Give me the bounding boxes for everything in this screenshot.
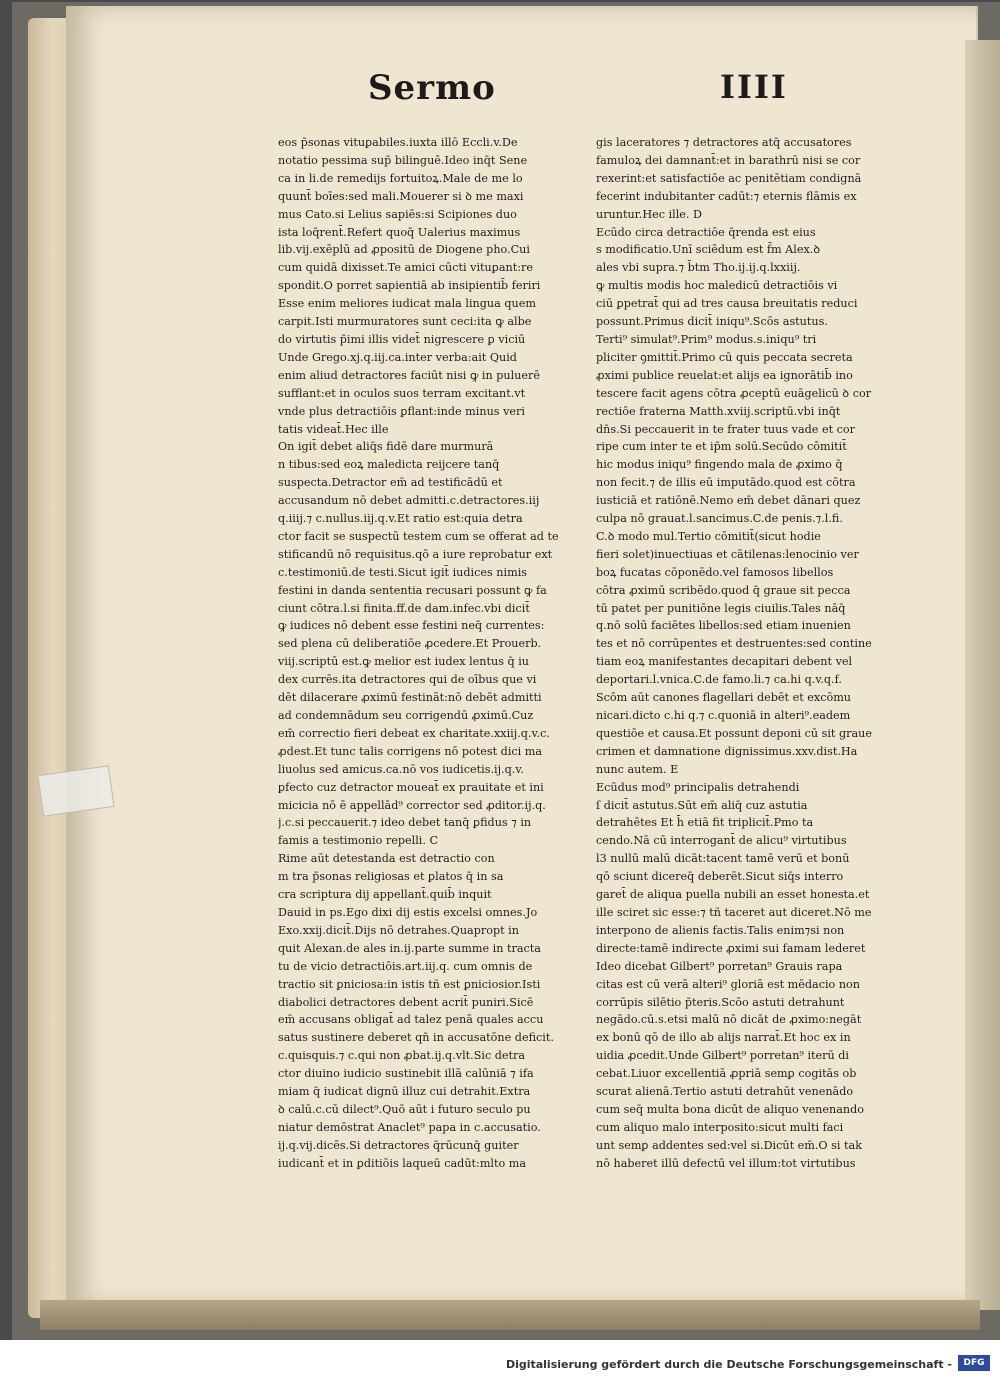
text-line: tatis videat̄.Hec ille	[278, 422, 389, 436]
text-line: tu de vicio detractiōis.art.iij.q. cum omnis de	[278, 959, 533, 973]
text-line: q.iiij.⁊ c.nullus.iij.q.v.Et ratio est:quia detra	[278, 512, 523, 526]
text-line: carpit.Isti murmuratores sunt ceci:ita ꝙ albe	[278, 315, 532, 329]
text-line: em̄ correctio fieri debeat ex charitate.xxiij.q.v.c.	[278, 726, 550, 740]
text-line: Ecūdus mod⁹ principalis detrahendi	[596, 780, 800, 794]
text-line: accusandum nō debet admitti.c.detractores.iij	[278, 494, 540, 508]
text-line: Scōm aūt canones flagellari debēt et excōmu	[596, 691, 852, 705]
text-line: citas est cū verā alteri⁹ gloriā est mēdacio non	[596, 977, 860, 991]
text-line: sufflant:et in oculos suos terram excitant.vt	[278, 386, 526, 400]
text-line: iudicant̄ et in ꝑditiōis laqueū cadūt:mlto ma	[278, 1156, 527, 1170]
text-line: On igit̄ debet aliq̄s fidē dare murmurā	[278, 440, 494, 454]
text-line: quunt̄ boīes:sed mali.Mouerer si ꝺ me maxi	[278, 189, 524, 203]
text-line: fieri solet)inuectiuas et cātilenas:lenocinio ver	[596, 547, 859, 561]
text-line: ꝑfecto cuz detractor moueat̄ ex prauitate et ini	[278, 780, 544, 794]
text-line: rectiōe fraterna Matth.xviij.scriptū.vbi inq̄t	[596, 404, 841, 418]
text-line: ciū ꝑpetrat̄ qui ad tres causa breuitatis reduci	[596, 297, 858, 311]
text-line: Ecūdo circa detractiōe q̄renda est eius	[596, 225, 816, 239]
text-line: cum aliquo malo interposito:sicut multi faci	[596, 1120, 844, 1134]
text-line: ij.q.vij.dicēs.Si detractores q̄rūcunq̄ guiter	[278, 1138, 519, 1152]
text-line: ripe cum inter te et ip̄m solū.Secūdo cōmitit̄	[596, 440, 847, 454]
text-line: liuolus sed amicus.ca.nō vos iudicetis.ij.q.v.	[278, 762, 524, 776]
text-line: m tra p̄sonas religiosas et ꝑlatos q̄ in sa	[278, 870, 504, 884]
text-line: famuloꝝ dei damnant̄:et in barathrū nisi se cor	[596, 153, 861, 167]
text-line: Exo.xxij.dicit̄.Dijs nō detrahes.Quapropt in	[278, 923, 519, 937]
text-line: uruntur.Hec ille. D	[596, 207, 702, 221]
text-line: ille sciret sic esse:⁊ tñ taceret aut diceret.Nō me	[596, 905, 872, 919]
text-line: dēt dilacerare ꝓximū festināt:nō debēt admitti	[278, 691, 542, 705]
text-line: deportari.l.vnica.C.de famo.li.⁊ ca.hi q.v.q.f.	[596, 673, 842, 687]
text-column-right	[596, 134, 896, 1173]
text-line: s modificatio.Unī sciēdum est f̄m Alex.ꝺ	[596, 243, 821, 257]
text-line: Rime aūt detestanda est detractio con	[278, 852, 495, 866]
running-header-folio: IIII	[720, 68, 788, 106]
text-line: garet̄ de aliqua puella nubili an esset honesta.et	[596, 888, 870, 902]
text-line: ad condemnādum seu corrigendū ꝓximū.Cuz	[278, 709, 534, 722]
text-line: festini in danda sententia recusari possunt ꝙ fa	[278, 583, 547, 597]
text-line: quit Alexan.de ales in.ij.parte summe in tracta	[278, 941, 541, 955]
text-line: niatur demōstrat Anaclet⁹ papa in c.accusatio.	[278, 1120, 541, 1134]
text-line: cum quidā dixisset.Te amici cūcti vituꝑant:re	[278, 261, 533, 275]
text-line: tes et nō corrūpentes et destruentes:sed contine	[596, 637, 872, 651]
text-line: gis laceratores ⁊ detractores atq̄ accusatores	[596, 136, 852, 149]
text-line: stificandū nō requisitus.qō a iure reprobatur ext	[278, 547, 553, 561]
text-line: l3 nullū malū dicāt:tacent tamē verū et bonū	[596, 852, 850, 866]
text-line: negādo.cū.s.etsi malū nō dicāt de ꝓximo:negāt	[596, 1013, 862, 1027]
text-line: tractio sit ꝑniciosa:in istis tñ est ꝑniciosior.Isti	[278, 977, 541, 991]
text-line: Dauid in ps.Ego dixi dij estis excelsi omnes.Jo	[278, 905, 538, 919]
text-line: cebat.Liuor excellentiā ꝓpriā semꝑ cogitās ob	[596, 1067, 857, 1081]
text-line: ꝓdest.Et tunc talis corrigens nō potest dici ma	[278, 744, 543, 758]
text-line: miam q̄ iudicat dignū illuz cui detrahit.Extra	[278, 1085, 531, 1099]
text-line: Ideo dicebat Gilbert⁹ porretan⁹ Grauis rapa	[596, 959, 843, 973]
text-line: rexerint:et satisfactiōe ac penitētiam condignā	[596, 171, 862, 185]
text-line: ca in li.de remedijs fortuitoꝝ.Male de me lo	[278, 171, 523, 185]
text-line: do virtutis p̄imi illis videt̄ nigrescere ꝑ viciū	[278, 332, 526, 346]
text-line: suspecta.Detractor em̄ ad testificādū et	[278, 476, 503, 490]
text-line: spondit.O porret sapientiā ab insipientib̄ feriri	[278, 279, 541, 293]
text-line: interpono de alienis factis.Talis enim⁊si non	[596, 923, 845, 937]
book-bottom-edge	[40, 1300, 980, 1330]
text-line: Unde Grego.xj.q.iij.ca.inter verba:ait Quid	[278, 350, 517, 364]
text-line: q.nō solū faciētes libellos:sed etiam inuenien	[596, 619, 851, 633]
text-line: possunt.Primus dicit̄ iniqu⁹.Scōs astutus.	[596, 315, 828, 329]
text-line: culpa nō grauat.l.sancimus.C.de penis.⁊.l.fi.	[596, 512, 843, 526]
text-line: eos p̄sonas vituꝑabiles.iuxta illō Eccli.v.De	[278, 136, 518, 149]
text-line: nō haberet illū defectū vel illum:tot virtutibus	[596, 1156, 856, 1170]
text-line: ꝙ multis modis hoc maledicū detractiōis vi	[596, 279, 838, 293]
text-line: ista loq̄rent̄.Refert quoq̄ Ualerius maximus	[278, 225, 521, 239]
text-line: fecerint indubitanter cadūt:⁊ eternis flāmis ex	[596, 189, 857, 203]
text-line: dn̄s.Si peccauerit in te frater tuus vade et cor	[596, 422, 855, 436]
text-line: Terti⁹ simulat⁹.Prim⁹ modus.s.iniqu⁹ tri	[596, 332, 817, 346]
text-line: diabolici detractores debent acrit̄ puniri.Sicē	[278, 995, 534, 1009]
text-line: boꝝ fucatas cōponēdo.vel famosos libellos	[596, 565, 834, 579]
text-line: nicari.dicto c.hi q.⁊ c.quoniā in alteri⁹.eadem	[596, 709, 851, 722]
text-line: ctor facit se suspectū testem cum se offerat ad te	[278, 529, 559, 543]
text-line: ciunt cōtra.l.si finita.ff.de dam.infec.vbi dicit̄	[278, 601, 530, 615]
text-line: scurat alienā.Tertio astuti detrahūt venenādo	[596, 1085, 854, 1099]
text-line: notatio pessima sup̄ bilinguē.Ideo inq̄t Sene	[278, 153, 528, 167]
text-line: pliciter ꝯmittit̄.Primo cū quis peccata secreta	[596, 350, 853, 364]
text-line: cra scriptura dij appellant̄.quib̄ inquit	[278, 888, 492, 902]
text-line: unt semꝑ addentes sed:vel si.Dicūt em̄.O si tak	[596, 1138, 862, 1152]
text-line: C.ꝺ modo mul.Tertio cōmitit̄(sicut hodie	[596, 529, 821, 543]
text-line: j.c.si peccauerit.⁊ ideo debet tanq̄ ꝑfidus ⁊ in	[278, 816, 532, 830]
text-line: em̄ accusans obligat̄ ad talez penā quales accu	[278, 1013, 544, 1027]
funding-credit: Digitalisierung gefördert durch die Deutsche Forschungsgemeinschaft -	[505, 1358, 952, 1371]
text-line: viij.scriptū est.ꝙ melior est iudex lentus q̄ iu	[278, 655, 529, 669]
text-line: cum seq̄ multa bona dicūt de aliquo venenando	[596, 1102, 864, 1116]
text-line: ꝓximi publice reuelat:et alijs ea ignorātib̄ ino	[596, 368, 853, 382]
text-line: famis a testimonio repelli. C	[278, 834, 439, 848]
text-line: vnde plus detractiōis ꝑflant:inde minus veri	[278, 404, 525, 418]
text-line: questiōe et causa.Et possunt deponi cū sit graue	[596, 726, 872, 740]
dfg-logo: DFG	[958, 1355, 990, 1371]
text-line: hic modus iniqu⁹ fingendo mala de ꝓximo q̄	[596, 458, 843, 472]
text-line: sed plena cū deliberatiōe ꝓcedere.Et Prouerb.	[278, 637, 542, 651]
text-column-left	[278, 134, 578, 1173]
text-line: c.quisquis.⁊ c.qui non ꝓbat.ij.q.vlt.Sic detra	[278, 1049, 526, 1063]
text-line: c.testimoniū.de testi.Sicut igit̄ iudices nimis	[278, 565, 528, 579]
text-line: lib.vij.exēplū ad ꝓpositū de Diogene pho.Cui	[278, 243, 530, 257]
text-line: tū patet per punitiōne legis ciuilis.Tales nāq̄	[596, 601, 846, 615]
text-line: ales vbi supra.⁊ b̄tm Tho.ij.ij.q.lxxiij.	[596, 261, 801, 275]
text-line: Esse enim meliores iudicat mala lingua quem	[278, 297, 536, 311]
text-line: ꝙ iudices nō debent esse festini neq̄ currentes:	[278, 619, 545, 633]
text-line: ꝺ calū.c.cū dilect⁹.Quō aūt i futuro seculo pu	[278, 1102, 531, 1116]
text-line: tiam eoꝝ manifestantes decapitari debent vel	[596, 655, 853, 669]
text-line: crimen et damnatione dignissimus.xxv.dist.Ha	[596, 744, 858, 758]
text-line: cendo.Nā cū interrogant̄ de alicu⁹ virtutibus	[596, 834, 847, 848]
text-line: uidia ꝓcedit.Unde Gilbert⁹ porretan⁹ iterū di	[596, 1049, 849, 1063]
text-line: directe:tamē indirecte ꝓximi sui famam lederet	[596, 941, 866, 955]
running-header-title: Sermo	[368, 68, 496, 108]
text-line: cōtra ꝓximū scribēdo.quod q̄ graue sit pecca	[596, 583, 851, 597]
text-line: non fecit.⁊ de illis eū imputādo.quod est cōtra	[596, 476, 856, 490]
text-line: satus sustinere deberet qn̄ in accusatōne deficit.	[278, 1031, 554, 1045]
facing-page-curl	[965, 40, 1000, 1310]
text-line: mus Cato.si Lelius sapiēs:si Scipiones duo	[278, 207, 517, 221]
text-line: qō sciunt dicereq̄ deberēt.Sicut siq̄s interro	[596, 870, 844, 884]
text-line: nunc autem. E	[596, 762, 679, 776]
text-line: ctor diuino iudicio sustinebit illā calūniā ⁊ ifa	[278, 1067, 534, 1081]
text-line: n tibus:sed eoꝝ maledicta reijcere tanq̄	[278, 458, 500, 472]
text-line: enim aliud detractores faciūt nisi ꝙ in puluerē	[278, 368, 540, 382]
text-line: corrūpis silētio p̄teris.Scōo astuti detrahunt	[596, 995, 845, 1009]
text-line: ſ dicit̄ astutus.Sūt em̄ aliq̄ cuz astutia	[596, 798, 808, 812]
text-line: micicia nō ē appellād⁹ corrector sed ꝓditor.ij.q.	[278, 798, 546, 812]
text-line: iusticiā et ratiōnē.Nemo em̄ debet dānari quez	[596, 494, 861, 508]
text-line: detrahētes Et h̄ etiā fit triplicit̄.Pmo ta	[596, 816, 814, 830]
text-line: dex currēs.ita detractores qui de oībus que vi	[278, 673, 537, 687]
text-line: tescere facit agens cōtra ꝓceptū euāgelicū ꝺ cor	[596, 386, 872, 400]
text-line: ex bonū qō de illo ab alijs narrat̄.Et hoc ex in	[596, 1031, 851, 1045]
footer-bar	[0, 1340, 1000, 1385]
